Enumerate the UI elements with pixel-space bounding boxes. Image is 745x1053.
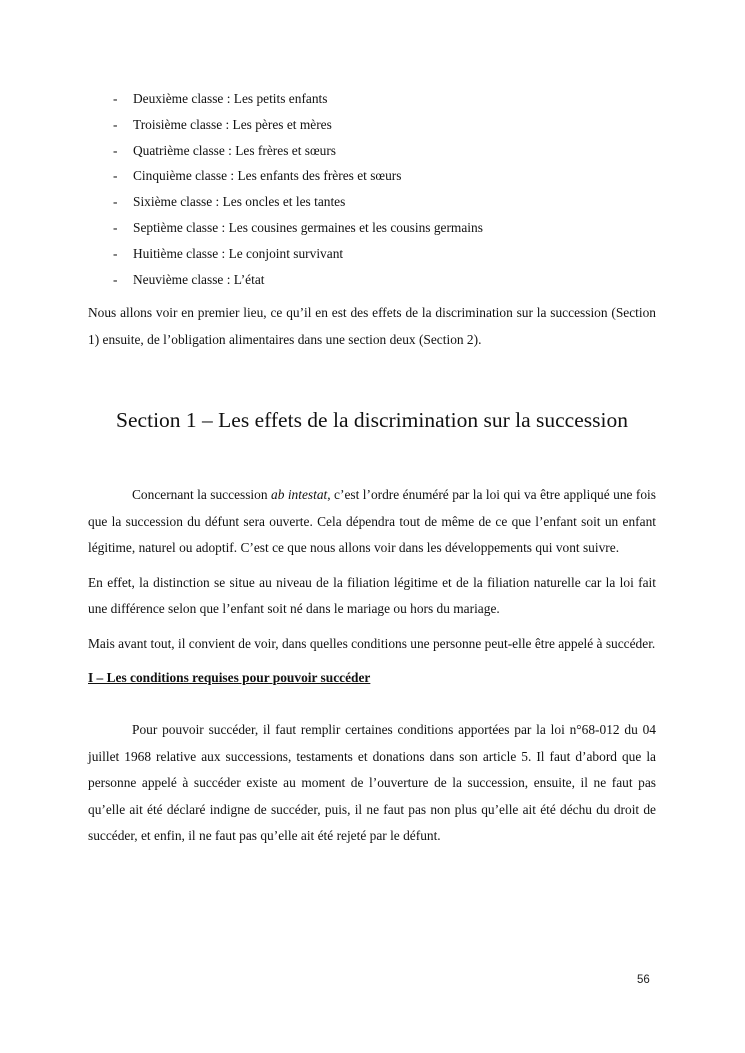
para-italic-term: ab intestat bbox=[271, 487, 328, 503]
list-item-text: Quatrième classe : Les frères et sœurs bbox=[133, 142, 337, 158]
list-item-text: Troisième classe : Les pères et mères bbox=[133, 116, 332, 132]
list-dash: - bbox=[113, 271, 118, 287]
list-item bbox=[88, 138, 656, 164]
section-title: Section 1 – Les effets de la discrimination sur la succession bbox=[116, 408, 628, 433]
list-dash: - bbox=[113, 194, 118, 210]
subheading: I – Les conditions requises pour pouvoir succéder bbox=[88, 670, 371, 686]
section-paragraph-1 bbox=[88, 482, 656, 562]
list-item-text: Septième classe : Les cousines germaines et les cousins germains bbox=[133, 219, 483, 235]
list-item bbox=[88, 241, 656, 267]
list-dash: - bbox=[113, 245, 118, 261]
list-item bbox=[88, 215, 656, 241]
list-dash: - bbox=[113, 142, 118, 158]
para-text-after: , c’est l’ordre énuméré par la loi qui va être appliqué une fois que la succession du défunt sera ouverte. Cela dépendra tout de même de ce que l’enfant soit un enfant légitime, naturel ou adoptif. C’est ce que nous allons voir dans les développements qui vont suivre. bbox=[88, 487, 656, 556]
heir-class-list bbox=[88, 86, 656, 292]
document-page bbox=[88, 86, 656, 850]
list-item-text: Cinquième classe : Les enfants des frères et sœurs bbox=[133, 168, 402, 184]
list-item bbox=[88, 86, 656, 112]
page-number: 56 bbox=[637, 974, 650, 986]
list-item-text: Neuvième classe : L’état bbox=[133, 271, 265, 287]
list-dash: - bbox=[113, 91, 118, 106]
intro-paragraph: Nous allons voir en premier lieu, ce qu’il en est des effets de la discrimination sur la succession (Section 1) ensuite, de l’obligation alimentaires dans une section deux (Section 2). bbox=[88, 305, 656, 347]
list-item-text: Sixième classe : Les oncles et les tantes bbox=[133, 194, 346, 210]
list-dash: - bbox=[113, 116, 118, 132]
list-item-text: Huitième classe : Le conjoint survivant bbox=[133, 245, 344, 261]
section-paragraph-3: Mais avant tout, il convient de voir, dans quelles conditions une personne peut-elle être appelé à succéder. bbox=[88, 635, 656, 651]
para-text-before: Concernant la succession bbox=[132, 487, 271, 503]
list-item-text: Deuxième classe : Les petits enfants bbox=[133, 91, 328, 106]
list-item bbox=[88, 267, 656, 293]
list-item bbox=[88, 189, 656, 215]
subsection-paragraph-1: Pour pouvoir succéder, il faut remplir certaines conditions apportées par la loi n°68-012 du 04 juillet 1968 relative aux successions, testaments et donations dans son article 5. Il faut d’abord que la personne appelé à succéder existe au moment de l’ouverture de la succession, ensuite, il ne faut pas qu’elle ait été déclaré indigne de succéder, puis, il ne faut pas non plus qu’elle ait été déchu du droit de succéder, et enfin, il ne faut pas qu’elle ait été rejeté par le défunt. bbox=[88, 722, 656, 844]
list-item bbox=[88, 112, 656, 138]
section-paragraph-2: En effet, la distinction se situe au niveau de la filiation légitime et de la filiation naturelle car la loi fait une différence selon que l’enfant soit né dans le mariage ou hors du mariage. bbox=[88, 574, 656, 617]
list-item bbox=[88, 163, 656, 189]
list-dash: - bbox=[113, 219, 118, 235]
list-dash: - bbox=[113, 168, 118, 184]
